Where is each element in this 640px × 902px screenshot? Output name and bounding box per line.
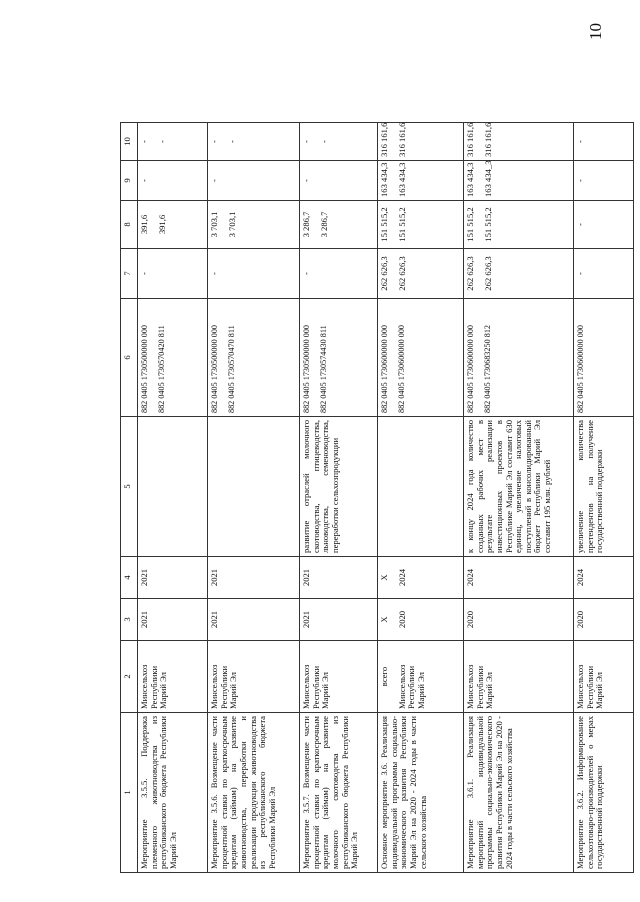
- value-col10-a: -: [575, 140, 585, 143]
- budget-code: [138, 299, 208, 417]
- budget-table: [120, 122, 634, 873]
- total-value: [378, 249, 464, 299]
- executor-detail: Минсельхоз Республики Марий Эл: [396, 664, 426, 709]
- expected-result: [208, 417, 300, 557]
- end-year: 2021: [208, 557, 300, 599]
- value-col8-a: 391,6: [139, 214, 149, 235]
- start-year-b: 2020: [396, 610, 407, 629]
- table-row: [300, 123, 378, 873]
- header-cell: 10: [121, 123, 138, 161]
- value-col9-a: -: [575, 179, 585, 182]
- header-row: [121, 123, 138, 873]
- total-value: [464, 249, 574, 299]
- expected-result: [138, 417, 208, 557]
- value-col10: [138, 123, 208, 161]
- table-row: [208, 123, 300, 873]
- budget-code: [378, 299, 464, 417]
- header-cell: 3: [121, 599, 138, 641]
- budget-code: [300, 299, 378, 417]
- value-col9-b: 163 434_3: [482, 160, 493, 197]
- value-col9-a: -: [209, 179, 219, 182]
- header-cell: 7: [121, 249, 138, 299]
- budget-code: [574, 299, 634, 417]
- value-col10-b: -: [226, 140, 237, 143]
- rotated-table-wrapper: [120, 123, 634, 873]
- header-cell: 1: [121, 713, 138, 873]
- budget-code-detail: 882 0405 1730574430 811: [319, 325, 329, 413]
- value-col10-b: 316 161,6: [396, 122, 407, 157]
- value-col8: [574, 201, 634, 249]
- total-value: -: [300, 249, 378, 299]
- expected-result: к концу 2024 года количество созданных рабочих мест в результате реализации инвестиционных проектов в Республике Марий Эл составит 630 единиц, увеличение налоговых поступлений в консолидированный бюджет Республики Марий Эл составит 195 млн. рублей: [464, 417, 574, 557]
- value-col10-b: -: [318, 140, 329, 143]
- budget-code-total: 882 0405 1730500000 000: [140, 324, 149, 413]
- value-col10-a: -: [209, 140, 219, 143]
- start-year: 2021: [138, 599, 208, 641]
- expected-result: [378, 417, 464, 557]
- header-cell: 5: [121, 417, 138, 557]
- value-col10-b: -: [156, 140, 167, 143]
- measure-name: Мероприятие 3.6.1. Реализация мероприятий индивидуальной программы социально-экономического развития Республики Марий Эл на 2020 - 2024 годы в части сельского хозяйства: [464, 713, 574, 873]
- start-year: 2020: [464, 599, 574, 641]
- total-value-b: 262 626,3: [396, 256, 407, 291]
- table-row: [574, 123, 634, 873]
- value-col9: [574, 161, 634, 201]
- end-year: 2024: [574, 557, 634, 599]
- budget-code-total: 882 0405 1730600000 000: [466, 324, 475, 413]
- measure-name: Мероприятие 3.5.6. Возмещение части процентной ставки по краткосрочным кредитам (займам) на развитие животноводства, переработки и реализации продукции животноводства из республиканского бюджета Республики Марий Эл: [208, 713, 300, 873]
- value-col8: [138, 201, 208, 249]
- value-col10: [378, 123, 464, 161]
- table-row: [378, 123, 464, 873]
- total-value: -: [574, 249, 634, 299]
- budget-code: [208, 299, 300, 417]
- start-year: 2020: [574, 599, 634, 641]
- total-value: -: [208, 249, 300, 299]
- value-col10: [208, 123, 300, 161]
- value-col8-a: 3 703,1: [209, 211, 219, 238]
- end-year: 2024: [464, 557, 574, 599]
- value-col8-b: 151 515,2: [396, 207, 407, 242]
- value-col8-b: 3 286,7: [318, 211, 329, 238]
- table-row: [464, 123, 574, 873]
- value-col9-a: 163 434,3: [465, 162, 475, 197]
- measure-name: Мероприятие 3.5.7. Возмещение части процентной ставки по краткосрочным кредитам (займам) на развитие молочного скотоводства из республиканского бюджета Республики Марий Эл: [300, 713, 378, 873]
- value-col10: [574, 123, 634, 161]
- value-col10: [300, 123, 378, 161]
- value-col8-a: 151 515,2: [379, 207, 389, 242]
- budget-code-total: 882 0405 1730600000 000: [380, 324, 389, 413]
- total-value-b: 262 626,3: [482, 256, 493, 291]
- value-col9: [208, 161, 300, 201]
- value-col8: [464, 201, 574, 249]
- end-year-b: 2024: [396, 568, 407, 587]
- value-col9-a: -: [301, 179, 311, 182]
- value-col8-b: 3 703,1: [226, 211, 237, 238]
- end-year: 2021: [300, 557, 378, 599]
- value-col10-a: 316 161,6: [379, 122, 389, 157]
- table-row: [138, 123, 208, 873]
- value-col8: [208, 201, 300, 249]
- start-year: 2021: [300, 599, 378, 641]
- value-col8: [378, 201, 464, 249]
- value-col10-a: 316 161,6: [465, 122, 475, 157]
- value-col8-a: 3 286,7: [301, 211, 311, 238]
- header-cell: 2: [121, 641, 138, 713]
- executor: [378, 641, 464, 713]
- total-value: -: [138, 249, 208, 299]
- budget-code: [464, 299, 574, 417]
- value-col8-b: 391,6: [156, 214, 167, 235]
- end-year: [378, 557, 464, 599]
- value-col9-b: 163 434,3: [396, 162, 407, 197]
- value-col9: [378, 161, 464, 201]
- header-cell: 9: [121, 161, 138, 201]
- measure-name: Основное мероприятие 3.6. Реализация индивидуальной программы социально-экономического развития Республики Марий Эл на 2020 - 2024 годы в части сельского хозяйства: [378, 713, 464, 873]
- executor-total-label: всего: [379, 666, 389, 687]
- start-year: 2021: [208, 599, 300, 641]
- executor: Минсельхоз Республики Марий Эл: [464, 641, 574, 713]
- executor: Минсельхоз Республики Марий Эл: [208, 641, 300, 713]
- header-cell: 4: [121, 557, 138, 599]
- budget-code-detail: 882 0405 1730600000 000: [397, 324, 407, 413]
- budget-code-detail: 882 0405 1730570470 811: [227, 325, 237, 413]
- executor: Минсельхоз Республики Марий Эл: [138, 641, 208, 713]
- value-col8-a: -: [575, 223, 585, 226]
- end-year: 2021: [138, 557, 208, 599]
- header-cell: 8: [121, 201, 138, 249]
- total-value-a: 262 626,3: [379, 256, 389, 291]
- measure-name: Мероприятие 3.6.2. Информирование сельхозтоваро-производителей о мерах государственной поддержки: [574, 713, 634, 873]
- expected-result: развитие отраслей молочного скотоводства, птицеводства, льноводства, семеноводства, переработки сельхозпродукции: [300, 417, 378, 557]
- start-year-a: X: [379, 616, 389, 623]
- executor: Минсельхоз Республики Марий Эл: [300, 641, 378, 713]
- value-col9: [464, 161, 574, 201]
- value-col8-a: 151 515,2: [465, 207, 475, 242]
- page-number: 10: [586, 23, 605, 40]
- executor: Минсельхоз Республики Марий Эл: [574, 641, 634, 713]
- value-col9-a: -: [139, 179, 149, 182]
- value-col8: [300, 201, 378, 249]
- budget-code-detail: 882 0405 1730570420 811: [157, 325, 167, 413]
- budget-code-detail: 882 0405 1730683250 812: [483, 324, 493, 413]
- expected-result: увеличение количества претендентов на получение государственной поддержки: [574, 417, 634, 557]
- value-col9: [300, 161, 378, 201]
- value-col9-a: 163 434,3: [379, 162, 389, 197]
- value-col9: [138, 161, 208, 201]
- value-col10-b: 316 161,6: [482, 122, 493, 157]
- header-cell: 6: [121, 299, 138, 417]
- value-col10-a: -: [301, 140, 311, 143]
- budget-code-total: 882 0405 1730600000 000: [576, 324, 585, 413]
- budget-code-total: 882 0405 1730500000 000: [210, 324, 219, 413]
- measure-name: Мероприятие 3.5.5. Поддержка племенного животноводства из республиканского бюджета Республики Марий Эл: [138, 713, 208, 873]
- value-col10: [464, 123, 574, 161]
- value-col10-a: -: [139, 140, 149, 143]
- budget-code-total: 882 0405 1730500000 000: [302, 324, 311, 413]
- total-value-a: 262 626,3: [465, 256, 475, 291]
- end-year-a: X: [379, 574, 389, 581]
- start-year: [378, 599, 464, 641]
- value-col8-b: 151 515,2: [482, 207, 493, 242]
